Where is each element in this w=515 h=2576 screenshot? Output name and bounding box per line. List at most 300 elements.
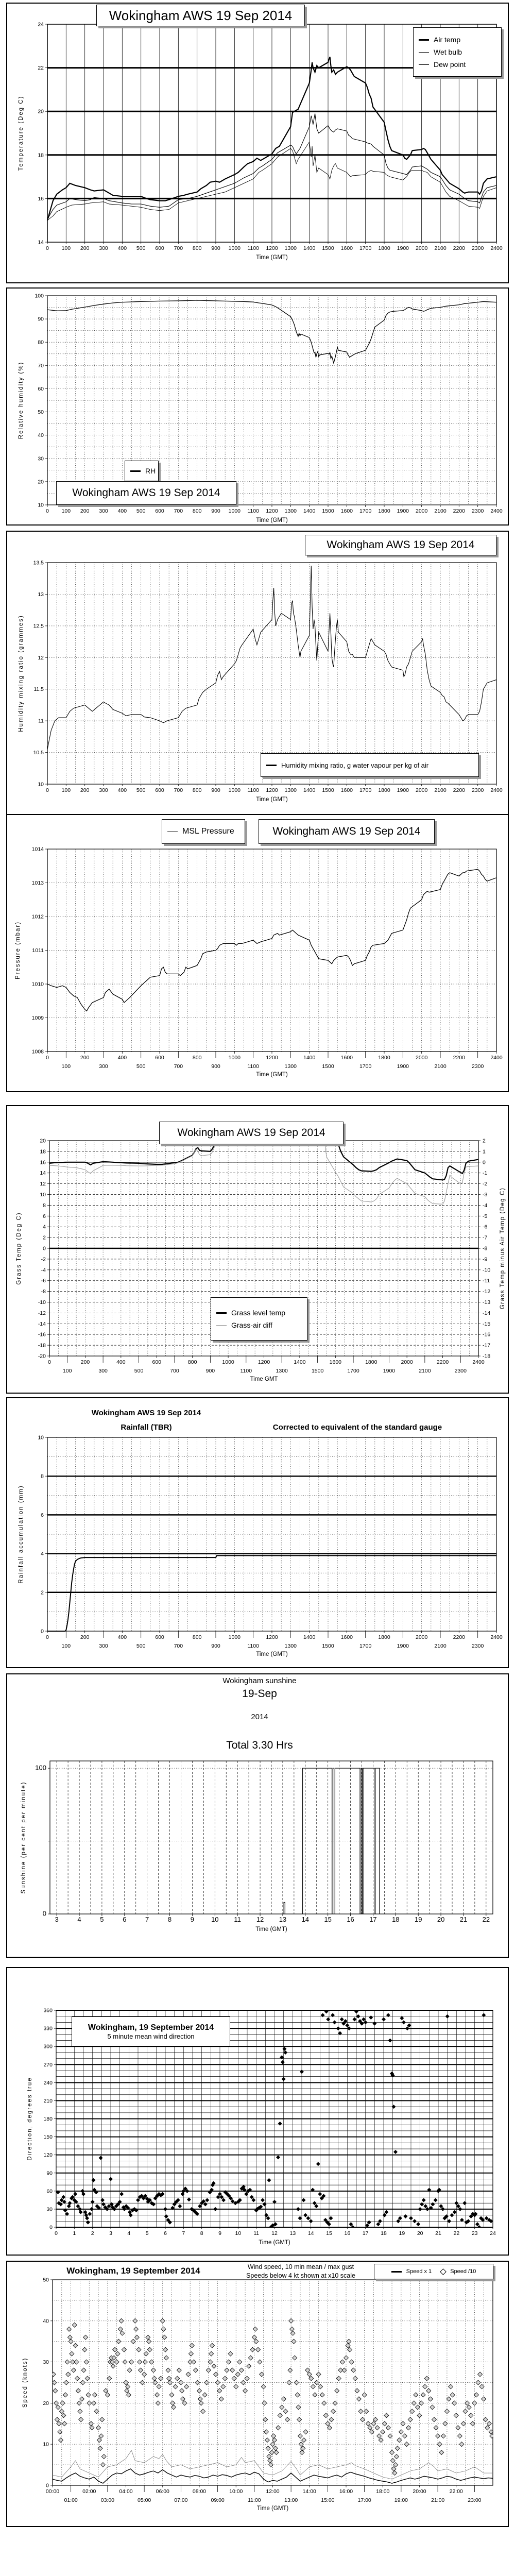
- svg-text:11.5: 11.5: [33, 686, 44, 693]
- 5 minute mean wind direction-point: [99, 2156, 103, 2160]
- 5 minute mean wind direction-point: [450, 2213, 454, 2217]
- Speed /10-point: [71, 2368, 76, 2372]
- Speed /10-point: [408, 2417, 413, 2422]
- 5 minute mean wind direction-point: [80, 2189, 84, 2193]
- svg-text:05:00: 05:00: [137, 2497, 151, 2503]
- panel-wind-direction: [6, 1967, 509, 2256]
- Speed /10-point: [70, 2351, 74, 2356]
- svg-text:Grass Temp minus Air Temp (Deg: Grass Temp minus Air Temp (Deg C): [500, 1187, 506, 1310]
- chart-title: Wokingham AWS 19 Sep 2014: [272, 825, 421, 837]
- 5 minute mean wind direction-point: [73, 2192, 77, 2196]
- Speed /10-point: [329, 2417, 334, 2422]
- svg-text:06:00: 06:00: [156, 2488, 169, 2495]
- Speed /10-point: [76, 2388, 80, 2393]
- Speed /10-point: [92, 2393, 97, 2397]
- Speed /10-point: [344, 2355, 349, 2360]
- svg-text:360: 360: [43, 2007, 53, 2014]
- svg-text:100: 100: [61, 508, 71, 514]
- Speed /10-point: [63, 2393, 67, 2397]
- Speed /10-point: [142, 2372, 147, 2377]
- svg-text:2100: 2100: [434, 245, 447, 251]
- Speed /10-point: [450, 2393, 455, 2397]
- svg-text:-16: -16: [38, 1331, 46, 1338]
- svg-text:1300: 1300: [276, 1368, 288, 1374]
- Speed /10-point: [369, 2430, 374, 2434]
- Speed /10-point: [227, 2360, 231, 2364]
- svg-text:0: 0: [43, 1245, 46, 1252]
- svg-text:Time (GMT): Time (GMT): [255, 1926, 287, 1933]
- Speed /10-point: [428, 2397, 433, 2401]
- Speed /10-point: [315, 2380, 319, 2385]
- Speed /10-point: [342, 2368, 347, 2372]
- Speed /10-point: [487, 2421, 491, 2426]
- Speed /10-point: [180, 2397, 185, 2401]
- Speed /10-point: [73, 2343, 78, 2348]
- Speed /10-point: [177, 2368, 181, 2372]
- pressure-legend: [162, 819, 245, 844]
- svg-text:1500: 1500: [322, 1063, 334, 1070]
- Speed /10-point: [478, 2372, 483, 2377]
- svg-text:-18: -18: [38, 1342, 46, 1349]
- Speed /10-point: [375, 2426, 380, 2430]
- Speed /10-point: [288, 2368, 293, 2372]
- Speed /10-point: [239, 2368, 244, 2372]
- sunshine-total: Total 3.30 Hrs: [177, 1739, 342, 1752]
- Speed /10-point: [230, 2368, 235, 2372]
- svg-text:1300: 1300: [284, 245, 297, 251]
- svg-text:09:00: 09:00: [211, 2497, 225, 2503]
- svg-text:900: 900: [211, 787, 220, 793]
- Speed /10-point: [351, 2368, 356, 2372]
- svg-text:14: 14: [301, 1916, 310, 1923]
- Speed /10-point: [124, 2380, 128, 2385]
- legend-entry: [216, 1321, 272, 1329]
- Speed /10-point: [419, 2401, 424, 2405]
- Speed /10-point: [184, 2384, 189, 2389]
- svg-text:1100: 1100: [240, 1368, 252, 1374]
- 5 minute mean wind direction-point: [453, 2210, 457, 2214]
- svg-text:18: 18: [381, 2230, 387, 2236]
- svg-text:1600: 1600: [340, 1634, 353, 1640]
- Speed /10-point: [114, 2360, 119, 2364]
- Speed /10-point: [266, 2446, 270, 2451]
- svg-text:30: 30: [43, 2359, 49, 2366]
- svg-text:-6: -6: [41, 1278, 46, 1284]
- Speed /10-point: [138, 2360, 142, 2364]
- svg-text:200: 200: [80, 1634, 90, 1640]
- 5 minute mean wind direction-point: [460, 2218, 464, 2222]
- 5 minute mean wind direction-point: [178, 2204, 182, 2208]
- svg-text:40: 40: [38, 432, 44, 439]
- 5 minute mean wind direction-point: [187, 2197, 191, 2201]
- chart-title-box: [96, 5, 305, 26]
- Speed /10-point: [79, 2417, 83, 2422]
- 5 minute mean wind direction-point: [298, 2216, 302, 2220]
- rainfall-note: Corrected to equivalent of the standard gauge: [272, 1423, 442, 1432]
- svg-text:-17: -17: [483, 1342, 491, 1349]
- svg-text:Time (GMT): Time (GMT): [256, 1651, 288, 1657]
- 5 minute mean wind direction-point: [213, 2207, 217, 2211]
- 5 minute mean wind direction-point: [321, 2013, 325, 2017]
- svg-text:500: 500: [136, 1643, 146, 1649]
- Speed /10-point: [62, 2421, 67, 2426]
- svg-text:400: 400: [117, 787, 127, 793]
- Speed /10-point: [443, 2421, 448, 2426]
- Speed /10-point: [336, 2376, 341, 2381]
- Speed /10-point: [397, 2438, 402, 2443]
- svg-text:1400: 1400: [303, 245, 316, 251]
- svg-text:-10: -10: [483, 1267, 491, 1274]
- Speed /10-point: [180, 2388, 184, 2393]
- svg-text:800: 800: [192, 245, 202, 251]
- svg-text:-4: -4: [483, 1202, 488, 1209]
- line-sample-icon: [266, 765, 277, 766]
- Speed /10-point: [290, 2331, 295, 2335]
- Speed /10-point: [82, 2347, 87, 2352]
- Speed /10-point: [432, 2417, 437, 2422]
- svg-text:2: 2: [483, 1138, 486, 1144]
- svg-text:12: 12: [40, 1181, 46, 1188]
- panel-wind-speed: [6, 2261, 509, 2527]
- Speed /10-point: [182, 2401, 187, 2405]
- 5 minute mean wind direction-point: [261, 2198, 265, 2202]
- Speed /10-point: [68, 2339, 73, 2344]
- Speed /10-point: [199, 2401, 203, 2405]
- svg-text:900: 900: [211, 1063, 220, 1070]
- Speed /10-point: [153, 2380, 158, 2385]
- 5 minute mean wind direction-point: [109, 2177, 113, 2181]
- svg-text:80: 80: [38, 339, 44, 346]
- Speed /10-point: [384, 2413, 389, 2418]
- Speed /10-point: [55, 2417, 59, 2422]
- svg-text:19: 19: [414, 1916, 422, 1923]
- mixing-ratio-grid: [47, 563, 496, 784]
- svg-text:10: 10: [38, 781, 44, 788]
- svg-text:700: 700: [170, 1368, 179, 1374]
- chart-title: Wokingham AWS 19 Sep 2014: [327, 539, 475, 551]
- svg-text:24: 24: [490, 2230, 496, 2236]
- Speed /10-point: [217, 2388, 222, 2393]
- Speed /10-point: [311, 2384, 315, 2389]
- 5 minute mean wind direction-point: [91, 2178, 95, 2182]
- svg-text:10: 10: [38, 1434, 44, 1441]
- Speed /10-point: [162, 2335, 167, 2340]
- 5 minute mean wind direction-point: [67, 2204, 71, 2208]
- Speed /10-point: [293, 2355, 297, 2360]
- 5 minute mean wind direction-point: [386, 2013, 390, 2017]
- Speed /10-point: [289, 2327, 294, 2331]
- legend-label: RH: [145, 467, 156, 475]
- Speed /10-point: [115, 2351, 120, 2356]
- Speed /10-point: [186, 2372, 191, 2377]
- svg-text:1700: 1700: [359, 508, 372, 514]
- svg-text:300: 300: [98, 1368, 108, 1374]
- svg-text:3: 3: [109, 2230, 112, 2236]
- svg-text:1200: 1200: [266, 787, 278, 793]
- Speed /10-point: [283, 2409, 288, 2414]
- svg-text:0: 0: [46, 787, 49, 793]
- svg-text:-16: -16: [483, 1331, 491, 1338]
- sunshine-grid: [50, 1761, 493, 1914]
- Speed /10-point: [66, 2372, 71, 2377]
- svg-text:1000: 1000: [222, 1359, 234, 1365]
- Speed /10-point: [90, 2426, 94, 2430]
- svg-text:2400: 2400: [490, 508, 503, 514]
- svg-text:2400: 2400: [490, 245, 503, 251]
- svg-text:-11: -11: [483, 1278, 490, 1284]
- svg-text:100: 100: [61, 787, 71, 793]
- Speed /10-point: [57, 2421, 61, 2426]
- svg-text:16: 16: [347, 1916, 354, 1923]
- chart-title: Wokingham AWS 19 Sep 2014: [72, 487, 220, 499]
- Speed /10-point: [74, 2360, 79, 2364]
- svg-text:2200: 2200: [453, 787, 466, 793]
- svg-text:1300: 1300: [284, 787, 297, 793]
- svg-text:16: 16: [344, 2230, 351, 2236]
- chart-title: Wokingham AWS 19 Sep 2014: [109, 7, 293, 23]
- 5 minute mean wind direction-point: [263, 2202, 267, 2207]
- svg-text:700: 700: [174, 1063, 183, 1070]
- pressure-axis-labels: [15, 846, 503, 1078]
- Speed /10-point: [386, 2426, 390, 2430]
- svg-text:12: 12: [271, 2230, 278, 2236]
- Speed /10-point: [309, 2376, 314, 2381]
- svg-text:-12: -12: [483, 1289, 491, 1295]
- svg-text:12:00: 12:00: [266, 2488, 280, 2495]
- Speed /10-point: [89, 2421, 93, 2426]
- svg-text:6: 6: [41, 1512, 44, 1518]
- svg-text:1300: 1300: [284, 1643, 297, 1649]
- svg-text:11: 11: [253, 2230, 260, 2236]
- Speed /10-point: [371, 2421, 376, 2426]
- svg-text:2200: 2200: [453, 1055, 466, 1061]
- svg-text:12.5: 12.5: [33, 623, 44, 630]
- svg-text:300: 300: [43, 2043, 53, 2050]
- svg-text:2400: 2400: [490, 1634, 503, 1640]
- Speed /10-point: [347, 2339, 351, 2344]
- svg-text:18: 18: [40, 1148, 46, 1155]
- Speed /10-point: [302, 2438, 306, 2443]
- Speed /10-point: [382, 2421, 387, 2426]
- Speed /10-point: [295, 2393, 300, 2397]
- diamond-marker-icon: [440, 2268, 447, 2275]
- Speed /10-point: [125, 2388, 129, 2393]
- chart-title: Wokingham AWS 19 Sep 2014: [177, 1127, 325, 1139]
- svg-text:10.5: 10.5: [33, 750, 44, 756]
- Speed /10-point: [331, 2409, 336, 2414]
- svg-text:17: 17: [369, 1916, 377, 1923]
- wind-speed-chart-canvas: [7, 2262, 508, 2526]
- legend-label: Speed /10: [450, 2268, 476, 2275]
- wind-speed-title: Wokingham, 19 September 2014: [66, 2266, 200, 2276]
- svg-text:1600: 1600: [329, 1359, 342, 1365]
- Speed /10-point: [252, 2335, 256, 2340]
- svg-text:-7: -7: [483, 1234, 488, 1241]
- svg-text:1900: 1900: [397, 508, 409, 514]
- panel-pressure: [6, 814, 509, 1092]
- Speed /10-point: [163, 2347, 168, 2352]
- Speed /10-point: [454, 2413, 458, 2418]
- svg-text:08:00: 08:00: [192, 2488, 207, 2495]
- Speed /10-point: [156, 2401, 160, 2405]
- legend-label: Air temp: [434, 36, 461, 44]
- wind-direction-chart-canvas: [7, 1968, 508, 2255]
- svg-text:-6: -6: [483, 1224, 488, 1230]
- Speed /10-point: [168, 2380, 173, 2385]
- svg-text:Time (GMT): Time (GMT): [256, 796, 288, 803]
- svg-text:15:00: 15:00: [321, 2497, 335, 2503]
- legend-label: Grass-air diff: [231, 1321, 272, 1329]
- Speed /10-point: [232, 2376, 236, 2381]
- Speed /10-point: [296, 2405, 301, 2410]
- Speed /10-point: [201, 2409, 205, 2414]
- svg-text:120: 120: [43, 2152, 53, 2159]
- 5 minute mean wind direction-point: [303, 2213, 307, 2217]
- Speed /10-point: [147, 2339, 151, 2344]
- Speed /10-point: [401, 2421, 405, 2426]
- Speed /10-point: [476, 2380, 480, 2385]
- Speed /10-point: [134, 2335, 139, 2340]
- Speed /10-point: [270, 2442, 275, 2447]
- 5 minute mean wind direction-point: [316, 2162, 320, 2166]
- 5 minute mean wind direction-point: [164, 2214, 168, 2218]
- sunshine-date: 19-Sep: [177, 1688, 342, 1700]
- Speed /10-point: [381, 2430, 385, 2434]
- svg-text:60: 60: [46, 2188, 53, 2195]
- svg-text:13.5: 13.5: [33, 560, 44, 566]
- svg-text:2000: 2000: [415, 787, 428, 793]
- 5 minute mean wind direction-point: [434, 2198, 438, 2202]
- Speed /10-point: [87, 2401, 92, 2405]
- svg-text:19:00: 19:00: [394, 2497, 408, 2503]
- 5 minute mean wind direction-point: [431, 2202, 435, 2207]
- panel-mixing-ratio: [6, 531, 509, 822]
- svg-text:100: 100: [35, 293, 44, 299]
- svg-text:2300: 2300: [471, 508, 484, 514]
- svg-text:0: 0: [41, 1628, 44, 1635]
- svg-text:500: 500: [136, 508, 146, 514]
- svg-text:16:00: 16:00: [339, 2488, 353, 2495]
- line-sample-icon: [130, 470, 141, 472]
- Speed /10-point: [457, 2434, 462, 2438]
- svg-text:07:00: 07:00: [174, 2497, 188, 2503]
- Speed /10-point: [235, 2372, 240, 2377]
- svg-text:Sunshine (per cent per minute): Sunshine (per cent per minute): [21, 1781, 27, 1894]
- svg-text:1500: 1500: [322, 508, 334, 514]
- Speed /10-point: [136, 2347, 141, 2352]
- svg-text:240: 240: [43, 2079, 53, 2086]
- Speed /10-point: [67, 2335, 72, 2340]
- Speed /10-point: [467, 2405, 471, 2410]
- svg-text:Direction, degrees true: Direction, degrees true: [27, 2077, 33, 2161]
- rainfall-title: Wokingham AWS 19 Sep 2014: [91, 1409, 201, 1417]
- grass-temp-chart-canvas: [7, 1106, 508, 1393]
- Speed /10-point: [263, 2417, 268, 2422]
- Speed /10-point: [298, 2434, 302, 2438]
- 5 minute mean wind direction-point: [88, 2212, 92, 2216]
- Speed /10-point: [122, 2347, 126, 2352]
- svg-text:8: 8: [43, 1202, 46, 1209]
- svg-text:1800: 1800: [365, 1359, 377, 1365]
- Speed /10-point: [274, 2450, 279, 2455]
- svg-text:50: 50: [38, 409, 44, 416]
- Speed /10-point: [394, 2454, 399, 2459]
- Speed /10-point: [212, 2364, 216, 2368]
- Speed /10-point: [61, 2413, 66, 2418]
- Speed /10-point: [483, 2417, 488, 2422]
- Speed /10-point: [392, 2471, 397, 2476]
- svg-text:9: 9: [190, 1916, 195, 1923]
- svg-text:1013: 1013: [31, 880, 44, 886]
- wind-speed-subtitle1: Wind speed, 10 min mean / max gust: [247, 2263, 354, 2270]
- Speed /10-point: [171, 2405, 176, 2410]
- svg-text:500: 500: [136, 245, 146, 251]
- svg-text:500: 500: [136, 787, 146, 793]
- Speed /10-point: [465, 2401, 470, 2405]
- wind-speed-grid: [53, 2280, 493, 2485]
- 5 minute mean wind direction-point: [402, 2020, 406, 2024]
- wind-speed-axis-labels: [22, 2277, 482, 2512]
- legend-entry: [419, 60, 466, 69]
- svg-text:1600: 1600: [340, 787, 353, 793]
- Speed /10-point: [204, 2380, 209, 2385]
- Speed /10-point: [421, 2393, 425, 2397]
- Speed /10-point: [116, 2339, 121, 2344]
- svg-text:1200: 1200: [266, 1634, 278, 1640]
- svg-text:8: 8: [167, 1916, 172, 1923]
- svg-text:12: 12: [256, 1916, 264, 1923]
- svg-text:0: 0: [48, 1359, 51, 1365]
- Speed /10-point: [80, 2380, 85, 2385]
- svg-text:11: 11: [234, 1916, 241, 1923]
- Speed /10-point: [437, 2442, 442, 2447]
- relative-humidity-legend: [125, 461, 159, 481]
- svg-text:1400: 1400: [294, 1359, 306, 1365]
- svg-text:1000: 1000: [228, 508, 241, 514]
- Speed /10-point: [53, 2388, 58, 2393]
- chart-title-box: [305, 535, 496, 555]
- Speed /10-point: [129, 2360, 134, 2364]
- Speed /10-point: [228, 2351, 233, 2356]
- svg-text:300: 300: [99, 787, 108, 793]
- svg-text:-2: -2: [483, 1181, 488, 1188]
- 5 minute mean wind direction-point: [333, 2020, 337, 2024]
- Speed /10-point: [485, 2426, 490, 2430]
- wind-speed-legend: [374, 2264, 493, 2279]
- svg-text:-20: -20: [38, 1353, 46, 1360]
- svg-text:1600: 1600: [340, 508, 353, 514]
- 5 minute mean wind direction-point: [326, 2018, 330, 2022]
- Speed /10-point: [85, 2376, 90, 2381]
- svg-text:2: 2: [91, 2230, 94, 2236]
- Speed /10-point: [461, 2421, 466, 2426]
- svg-text:1200: 1200: [258, 1359, 270, 1365]
- Speed /10-point: [278, 2413, 282, 2418]
- Speed /10-point: [234, 2384, 238, 2389]
- Speed /10-point: [256, 2347, 261, 2352]
- svg-text:6: 6: [164, 2230, 167, 2236]
- svg-text:20: 20: [38, 479, 44, 485]
- svg-text:1800: 1800: [378, 508, 390, 514]
- svg-text:1700: 1700: [359, 1063, 372, 1070]
- svg-text:1900: 1900: [397, 787, 409, 793]
- svg-text:1700: 1700: [359, 1643, 372, 1649]
- Speed /10-point: [303, 2430, 308, 2434]
- legend-label: MSL Pressure: [182, 827, 234, 836]
- Speed /10-point: [297, 2417, 302, 2422]
- svg-text:10: 10: [38, 502, 44, 509]
- svg-text:150: 150: [43, 2134, 53, 2141]
